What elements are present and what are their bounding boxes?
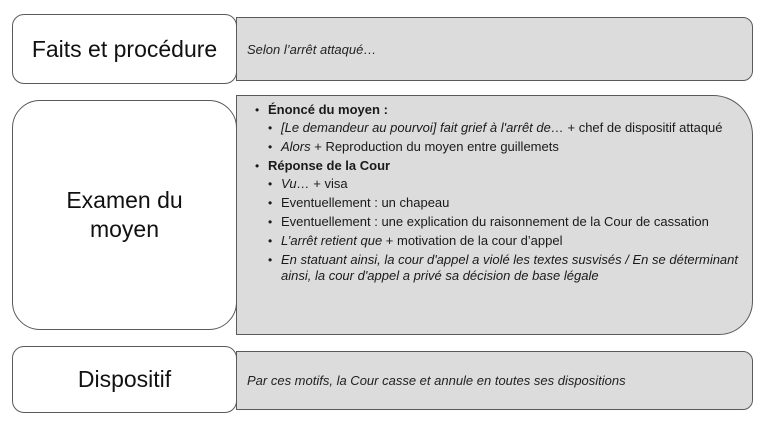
section-title: Énoncé du moyen : [268, 102, 388, 117]
dispositif-text: Par ces motifs, la Cour casse et annule en toutes ses dispositions [247, 373, 626, 388]
examen-du-moyen-label: Examen du moyen [66, 187, 183, 242]
item-text: Eventuellement : une explication du raisonnement de la Cour de cassation [281, 214, 709, 229]
dispositif-content-box [236, 351, 753, 410]
section-reponse-de-la-cour [255, 158, 740, 284]
item-text: + chef de dispositif attaqué [563, 120, 723, 135]
section-title: Réponse de la Cour [268, 158, 391, 173]
faits-et-procedure-label: Faits et procédure [31, 35, 218, 62]
item-text: Eventuellement : un chapeau [281, 195, 450, 210]
item-italic: Vu… [281, 176, 310, 191]
section-enonce-du-moyen [255, 102, 740, 155]
dispositif-label: Dispositif [77, 366, 172, 392]
examen-du-moyen-label-box [12, 100, 237, 330]
item-italic: L’arrêt retient que [281, 233, 383, 248]
list-item [268, 252, 740, 284]
list-item [268, 233, 740, 249]
item-text: + motivation de la cour d’appel [382, 233, 563, 248]
list-item [268, 139, 740, 155]
list-item [268, 120, 740, 136]
item-italic: Alors [281, 139, 311, 154]
faits-et-procedure-content-box [236, 17, 753, 81]
list-item [268, 195, 740, 211]
faits-et-procedure-label-box [12, 14, 237, 84]
item-text: + visa [309, 176, 348, 191]
dispositif-label-box [12, 346, 237, 413]
item-italic: [Le demandeur au pourvoi] fait grief à l'arrêt de… [281, 120, 564, 135]
faits-et-procedure-text: Selon l’arrêt attaqué… [247, 41, 377, 57]
list-item [268, 176, 740, 192]
examen-du-moyen-content-box [236, 95, 753, 335]
list-item [268, 214, 740, 230]
item-text: + Reproduction du moyen entre guillemets [310, 139, 559, 154]
item-italic: En statuant ainsi, la cour d'appel a violé les textes susvisés / En se déterminant ainsi, la cour d'appel a privé sa décision de base légale [281, 252, 739, 283]
examen-outline [255, 102, 740, 284]
